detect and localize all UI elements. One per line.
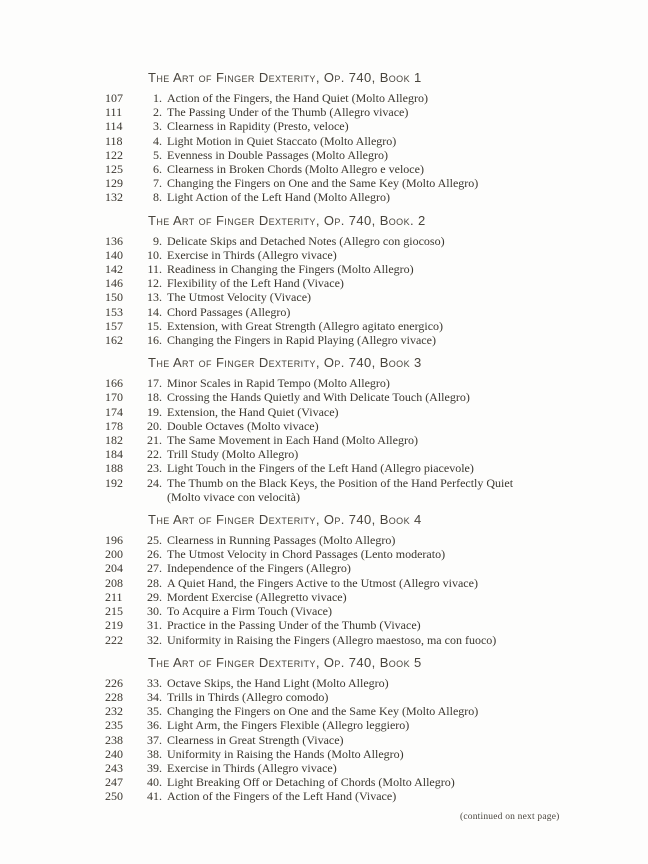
entry-title [167, 276, 344, 290]
entry-page-number: 247 [105, 775, 123, 790]
toc-entry [105, 747, 648, 761]
entry-title-line1: Changing the Fingers on One and the Same Key (Molto Allegro) [167, 176, 479, 191]
entry-title [167, 262, 414, 276]
toc-entry [105, 176, 648, 190]
toc-entry [105, 476, 648, 504]
toc-entry [105, 733, 648, 747]
entry-title [167, 333, 436, 347]
entry-page-number: 208 [105, 575, 123, 590]
entry-page-number: 142 [105, 262, 123, 277]
toc-entry [105, 590, 648, 604]
entry-number: 34. [147, 689, 162, 704]
entry-page-number: 200 [105, 547, 123, 562]
toc-entry [105, 533, 648, 547]
entry-title-line1: Clearness in Broken Chords (Molto Allegro e veloce) [167, 162, 424, 177]
entry-title [167, 461, 474, 475]
toc-section [0, 656, 648, 804]
entry-number: 16. [147, 333, 162, 348]
entry-title [167, 704, 478, 718]
section-rows [0, 533, 648, 647]
entry-page-number: 238 [105, 732, 123, 747]
entry-title [167, 676, 389, 690]
entry-number: 36. [147, 718, 162, 733]
continued-note: (continued on next page) [460, 812, 560, 822]
entry-title-line1: Minor Scales in Rapid Tempo (Molto Allegro) [167, 376, 390, 391]
entry-title [167, 176, 478, 190]
entry-title-line1: Light Motion in Quiet Staccato (Molto Allegro) [167, 133, 397, 148]
entry-title [167, 390, 470, 404]
entry-number: 20. [147, 418, 162, 433]
toc-entry [105, 91, 648, 105]
section-rows [0, 91, 648, 205]
entry-number: 32. [147, 632, 162, 647]
entry-page-number: 232 [105, 704, 123, 719]
entry-title-line1: The Thumb on the Black Keys, the Position of the Hand Perfectly Quiet [167, 475, 514, 490]
section-title: The Art of Finger Dexterity, Op. 740, Book 5 [148, 654, 422, 670]
entry-page-number: 166 [105, 376, 123, 391]
entry-number: 21. [147, 433, 162, 448]
entry-title-line1: Readiness in Changing the Fingers (Molto Allegro) [167, 262, 414, 277]
entry-title-line1: Mordent Exercise (Allegretto vivace) [167, 589, 347, 604]
entry-number: 27. [147, 561, 162, 576]
entry-title [167, 105, 408, 119]
toc-entry [105, 761, 648, 775]
toc-content [0, 71, 648, 804]
toc-entry [105, 290, 648, 304]
entry-number: 40. [147, 775, 162, 790]
entry-title [167, 761, 337, 775]
entry-title-line1: Practice in the Passing Under of the Thumb (Vivace) [167, 618, 421, 633]
entry-title-line1: The Utmost Velocity (Vivace) [167, 290, 312, 305]
toc-entry [105, 134, 648, 148]
entry-page-number: 174 [105, 404, 123, 419]
entry-title [167, 533, 395, 547]
entry-page-number: 129 [105, 176, 123, 191]
entry-title [167, 690, 328, 704]
entry-number: 8. [153, 190, 162, 205]
entry-title [167, 618, 421, 632]
section-rows [0, 234, 648, 348]
toc-entry [105, 775, 648, 789]
entry-page-number: 235 [105, 718, 123, 733]
entry-number: 15. [147, 318, 162, 333]
entry-title [167, 405, 339, 419]
toc-entry [105, 718, 648, 732]
entry-title [167, 433, 418, 447]
toc-entry [105, 547, 648, 561]
entry-title-line1: Exercise in Thirds (Allegro vivace) [167, 760, 337, 775]
entry-title [167, 547, 445, 561]
entry-title-line1: Flexibility of the Left Hand (Vivace) [167, 276, 344, 291]
entry-page-number: 170 [105, 390, 123, 405]
entry-number: 7. [153, 176, 162, 191]
entry-title-line1: To Acquire a Firm Touch (Vivace) [167, 604, 332, 619]
entry-page-number: 162 [105, 333, 123, 348]
toc-section [0, 71, 648, 205]
toc-entry [105, 119, 648, 133]
entry-title-line1: A Quiet Hand, the Fingers Active to the Utmost (Allegro vivace) [167, 575, 478, 590]
entry-title-line1: Light Touch in the Fingers of the Left Hand (Allegro piacevole) [167, 461, 474, 476]
entry-page-number: 240 [105, 746, 123, 761]
toc-entry [105, 390, 648, 404]
entry-title [167, 419, 319, 433]
entry-number: 39. [147, 760, 162, 775]
entry-title-line1: Extension, the Hand Quiet (Vivace) [167, 404, 339, 419]
entry-number: 14. [147, 304, 162, 319]
entry-page-number: 211 [105, 589, 123, 604]
entry-title [167, 162, 424, 176]
toc-entry [105, 576, 648, 590]
entry-page-number: 122 [105, 147, 123, 162]
entry-page-number: 111 [105, 105, 123, 120]
toc-entry [105, 433, 648, 447]
entry-number: 10. [147, 247, 162, 262]
entry-title-line1: Uniformity in Raising the Fingers (Allegro maestoso, ma con fuoco) [167, 632, 497, 647]
toc-section [0, 356, 648, 504]
entry-title-line1: Clearness in Rapidity (Presto, veloce) [167, 119, 349, 134]
entry-page-number: 136 [105, 233, 123, 248]
toc-entry [105, 690, 648, 704]
toc-entry [105, 447, 648, 461]
entry-title [167, 319, 443, 333]
toc-entry [105, 105, 648, 119]
toc-entry [105, 676, 648, 690]
entry-number: 25. [147, 533, 162, 548]
entry-number: 37. [147, 732, 162, 747]
entry-number: 5. [153, 147, 162, 162]
entry-number: 9. [153, 233, 162, 248]
entry-title-line1: The Same Movement in Each Hand (Molto Allegro) [167, 433, 418, 448]
section-title: The Art of Finger Dexterity, Op. 740, Book. 2 [148, 212, 426, 228]
entry-number: 33. [147, 675, 162, 690]
toc-entry [105, 461, 648, 475]
entry-title [167, 576, 478, 590]
entry-number: 28. [147, 575, 162, 590]
toc-entry [105, 276, 648, 290]
entry-title-line1: Clearness in Running Passages (Molto Allegro) [167, 533, 396, 548]
entry-title-line1: Delicate Skips and Detached Notes (Allegro con giocoso) [167, 233, 445, 248]
entry-number: 12. [147, 276, 162, 291]
entry-title-line1: Crossing the Hands Quietly and With Delicate Touch (Allegro) [167, 390, 470, 405]
entry-page-number: 228 [105, 689, 123, 704]
section-rows [0, 676, 648, 804]
entry-number: 22. [147, 447, 162, 462]
entry-title [167, 119, 349, 133]
entry-number: 38. [147, 746, 162, 761]
entry-page-number: 226 [105, 675, 123, 690]
entry-page-number: 107 [105, 91, 123, 105]
entry-number: 17. [147, 376, 162, 391]
toc-entry [105, 305, 648, 319]
entry-title [167, 604, 332, 618]
entry-number: 24. [147, 475, 162, 490]
entry-title [167, 376, 390, 390]
entry-title [167, 561, 351, 575]
toc-entry [105, 604, 648, 618]
entry-page-number: 157 [105, 318, 123, 333]
entry-page-number: 219 [105, 618, 123, 633]
toc-entry [105, 633, 648, 647]
entry-title [167, 290, 311, 304]
toc-entry [105, 376, 648, 390]
entry-page-number: 125 [105, 162, 123, 177]
entry-title-line1: Trill Study (Molto Allegro) [167, 447, 299, 462]
entry-page-number: 146 [105, 276, 123, 291]
entry-number: 30. [147, 604, 162, 619]
entry-title [167, 747, 404, 761]
entry-page-number: 178 [105, 418, 123, 433]
toc-entry [105, 333, 648, 347]
entry-page-number: 188 [105, 461, 123, 476]
entry-number: 23. [147, 461, 162, 476]
entry-number: 18. [147, 390, 162, 405]
entry-title-line1: Changing the Fingers on One and the Same Key (Molto Allegro) [167, 704, 479, 719]
entry-title [167, 775, 455, 789]
entry-number: 6. [153, 162, 162, 177]
entry-title-line1: Evenness in Double Passages (Molto Allegro) [167, 147, 388, 162]
section-title: The Art of Finger Dexterity, Op. 740, Book 4 [148, 512, 422, 528]
entry-number: 26. [147, 547, 162, 562]
entry-page-number: 192 [105, 475, 123, 490]
entry-number: 4. [153, 133, 162, 148]
entry-title [167, 148, 388, 162]
entry-title-line1: Clearness in Great Strength (Vivace) [167, 732, 344, 747]
entry-page-number: 222 [105, 632, 123, 647]
entry-title [167, 134, 396, 148]
entry-title-line1: Double Octaves (Molto vivace) [167, 418, 319, 433]
entry-page-number: 196 [105, 533, 123, 548]
entry-page-number: 150 [105, 290, 123, 305]
toc-section [0, 513, 648, 647]
entry-number: 1. [153, 91, 162, 105]
entry-title [167, 718, 409, 732]
entry-title [167, 447, 298, 461]
entry-number: 2. [153, 105, 162, 120]
toc-entry [105, 704, 648, 718]
toc-entry [105, 618, 648, 632]
entry-title-line2: (Molto vivace con velocità) [167, 489, 300, 504]
entry-number: 13. [147, 290, 162, 305]
entry-title-line1: Light Action of the Left Hand (Molto Allegro) [167, 190, 390, 205]
toc-entry [105, 234, 648, 248]
entry-number: 3. [153, 119, 162, 134]
entry-title [167, 590, 347, 604]
entry-page-number: 132 [105, 190, 123, 205]
section-title: The Art of Finger Dexterity, Op. 740, Book 3 [148, 355, 422, 371]
entry-number: 31. [147, 618, 162, 633]
entry-title-line1: Octave Skips, the Hand Light (Molto Allegro) [167, 675, 389, 690]
entry-title [167, 633, 496, 647]
entry-title-line1: Exercise in Thirds (Allegro vivace) [167, 247, 337, 262]
entry-title-line1: Action of the Fingers of the Left Hand (Vivace) [167, 789, 397, 804]
entry-number: 35. [147, 704, 162, 719]
entry-page-number: 243 [105, 760, 123, 775]
entry-number: 19. [147, 404, 162, 419]
entry-page-number: 215 [105, 604, 123, 619]
entry-page-number: 184 [105, 447, 123, 462]
entry-title-line1: The Passing Under of the Thumb (Allegro vivace) [167, 105, 409, 120]
toc-entry [105, 419, 648, 433]
entry-number: 11. [147, 262, 162, 277]
entry-number: 29. [147, 589, 162, 604]
toc-section [0, 214, 648, 348]
entry-page-number: 153 [105, 304, 123, 319]
entry-title [167, 476, 513, 504]
entry-title [167, 789, 396, 803]
toc-entry [105, 190, 648, 204]
entry-number: 41. [147, 789, 162, 804]
entry-page-number: 204 [105, 561, 123, 576]
toc-entry [105, 162, 648, 176]
entry-page-number: 118 [105, 133, 123, 148]
toc-entry [105, 405, 648, 419]
entry-title [167, 733, 344, 747]
entry-page-number: 182 [105, 433, 123, 448]
toc-entry [105, 262, 648, 276]
entry-title-line1: Chord Passages (Allegro) [167, 304, 291, 319]
entry-title-line1: Changing the Fingers in Rapid Playing (Allegro vivace) [167, 333, 436, 348]
entry-title [167, 305, 290, 319]
entry-title-line1: Light Arm, the Fingers Flexible (Allegro leggiero) [167, 718, 410, 733]
entry-page-number: 140 [105, 247, 123, 262]
entry-title [167, 190, 390, 204]
entry-title-line1: Action of the Fingers, the Hand Quiet (Molto Allegro) [167, 91, 428, 105]
entry-title [167, 234, 445, 248]
entry-title-line1: Uniformity in Raising the Hands (Molto Allegro) [167, 746, 404, 761]
entry-title-line1: Extension, with Great Strength (Allegro agitato energico) [167, 318, 444, 333]
entry-title-line1: Independence of the Fingers (Allegro) [167, 561, 351, 576]
toc-entry [105, 319, 648, 333]
toc-entry [105, 148, 648, 162]
toc-entry [105, 561, 648, 575]
entry-page-number: 250 [105, 789, 123, 804]
entry-title-line1: Light Breaking Off or Detaching of Chords (Molto Allegro) [167, 775, 455, 790]
toc-sections [0, 71, 648, 804]
toc-entry [105, 248, 648, 262]
entry-title-line1: The Utmost Velocity in Chord Passages (Lento moderato) [167, 547, 446, 562]
entry-page-number: 114 [105, 119, 123, 134]
section-rows [0, 376, 648, 504]
entry-title-line1: Trills in Thirds (Allegro comodo) [167, 689, 329, 704]
section-title: The Art of Finger Dexterity, Op. 740, Book 1 [148, 70, 422, 85]
entry-title [167, 248, 337, 262]
entry-title [167, 91, 428, 105]
toc-entry [105, 789, 648, 803]
